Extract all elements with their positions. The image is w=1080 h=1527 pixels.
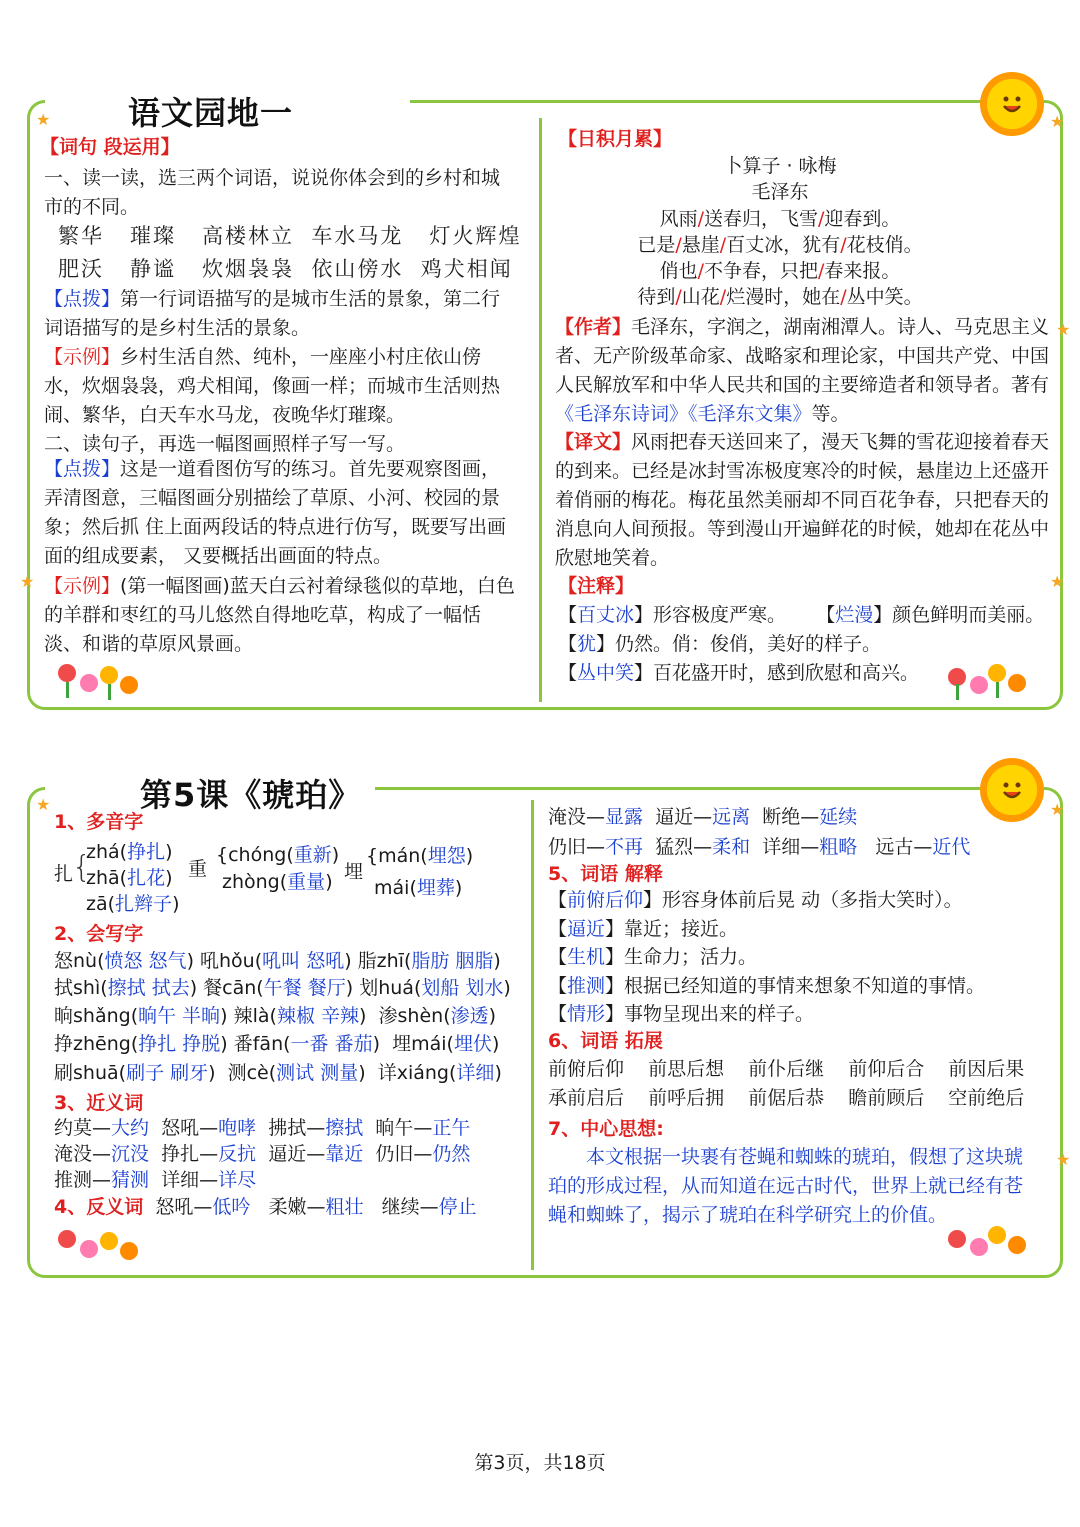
star-icon: ★ <box>1056 320 1071 339</box>
brace-zha: { <box>72 850 92 885</box>
poem-line-1: 风雨/送春归，飞雪/迎春到。 <box>659 208 901 230</box>
zuozhe: 【作者】毛泽东，字润之，湖南湘潭人。诗人、马克思主义 者、无产阶级革命家、战略家和理论家，中国共产党、中国人民解放军和中华人民共和国的主要缔造者和领导者。著有《毛泽东诗词》《毛泽东文集》等。 <box>555 316 1050 425</box>
jinyi-row-1: 约莫—大约 怒吼—咆哮 拂拭—擦拭 晌午—正午 <box>54 1117 471 1139</box>
star-icon: ★ <box>36 110 51 129</box>
jinyi-row-3: 推测—猜测 详细—详尽 <box>54 1169 257 1191</box>
page-number: 第3页，共18页 <box>474 1452 606 1474</box>
heading-huixiezi: 2、会写字 <box>54 923 144 945</box>
fanyi-row-1: 淹没—显露 逼近—远离 断绝—延续 <box>548 806 858 828</box>
heading-fanyici: 4、反义词 <box>54 1196 144 1218</box>
sun-icon <box>980 72 1044 136</box>
huixie-row-5: 刷shuā(刷子 刷牙) 测cè(测试 测量) 详xiáng(详细) <box>54 1062 502 1084</box>
poly-zha-2: zhā(扎花) <box>86 867 173 889</box>
column-divider <box>531 800 534 1270</box>
star-icon: ★ <box>1050 572 1065 591</box>
zhongxin-text: 本文根据一块裹有苍蝇和蜘蛛的琥珀，假想了这块琥珀的形成过程，从而知道在远古时代，世界上就已经有苍蝇和蜘蛛了，揭示了琥珀在科学研究上的价值。 <box>548 1146 1024 1226</box>
poem-title: 卜算子 · 咏梅 <box>723 155 837 177</box>
poly-zha-3: zā(扎辫子) <box>86 893 180 915</box>
jieshi-1: 【前俯后仰】形容身体前后晃 动（多指大笑时）。 <box>548 889 963 911</box>
poly-zhong-2: zhòng(重量) <box>222 871 333 893</box>
fanyi-row-0: 4、反义词 怒吼—低吟 柔嫩—粗壮 继续—停止 <box>54 1196 477 1218</box>
poly-zhong-1: {chóng(重新) <box>216 844 340 866</box>
jieshi-5: 【情形】事物呈现出来的样子。 <box>548 1003 815 1025</box>
heading-zhongxin: 7、中心思想: <box>548 1118 664 1140</box>
tuozhan-row-2: 承前启后 前呼后拥 前倨后恭 瞻前顾后 空前绝后 <box>548 1087 1025 1109</box>
tag-zhushi: 【注释】 <box>558 575 635 597</box>
dianbo-1: 【点拨】第一行词语描写的是城市生活的景象，第二行词语描写的是乡村生活的景象。 <box>44 288 501 339</box>
word-row-1: 繁华 璀璨 高楼林立 车水马龙 灯火辉煌 <box>58 224 522 248</box>
tag-riji: 【日积月累】 <box>558 128 673 150</box>
question-1: 一、读一读，选三两个词语，说说你体会到的乡村和城市的不同。 <box>44 167 501 218</box>
heading-tuozhan: 6、词语 拓展 <box>548 1030 663 1052</box>
huixie-row-2: 拭shì(擦拭 拭去) 餐cān(午餐 餐厅) 划huá(划船 划水) <box>54 977 511 999</box>
star-icon: ★ <box>1050 112 1065 131</box>
huixie-row-1: 怒nù(愤怒 怒气) 吼hǒu(吼叫 怒吼) 脂zhī(脂肪 胭脂) <box>54 950 501 972</box>
poly-char-zha: 扎 <box>54 863 74 885</box>
tag-ciju: 【词句 段运用】 <box>40 136 180 158</box>
column-divider <box>539 118 542 702</box>
note-row-3: 【丛中笑】百花盛开时，感到欣慰和高兴。 <box>558 662 920 684</box>
huixie-row-4: 挣zhēng(挣扎 挣脱) 番fān(一番 番茄) 埋mái(埋伏) <box>54 1033 500 1055</box>
jieshi-4: 【推测】根据已经知道的事情来想象不知道的事情。 <box>548 975 986 997</box>
shili-2: 【示例】(第一幅图画)蓝天白云衬着绿毯似的草地，白色的羊群和枣红的马儿悠然自得地吃草，构成了一幅恬淡、和谐的草原风景画。 <box>44 575 515 655</box>
flowers-icon <box>948 660 1028 704</box>
flowers-icon <box>58 1226 138 1270</box>
huixie-row-3: 晌shǎng(晌午 半晌) 辣là(辣椒 辛辣) 渗shèn(渗透) <box>54 1005 497 1027</box>
heading-jinyici: 3、近义词 <box>54 1092 144 1114</box>
star-icon: ★ <box>36 795 51 814</box>
poem-line-4: 待到/山花/烂漫时，她在/丛中笑。 <box>637 286 923 308</box>
yiwen: 【译文】风雨把春天送回来了，漫天飞舞的雪花迎接着春天的到来。已经是冰封雪冻极度寒冷的时候，悬崖边上还盛开着俏丽的梅花。梅花虽然美丽却不同百花争春，只把春天的消息向人间预报。等到漫山开遍鲜花的时候，她却在花丛中欣慰地笑着。 <box>555 431 1050 569</box>
poly-char-mai: 埋 <box>344 861 364 883</box>
poly-char-zhong: 重 <box>188 858 208 880</box>
section-title-hupo: 第5课《琥珀》 <box>140 776 362 814</box>
question-2: 二、读句子，再选一幅图画照样子写一写。 <box>44 433 406 455</box>
jieshi-3: 【生机】生命力；活力。 <box>548 946 758 968</box>
star-icon: ★ <box>1056 1150 1071 1169</box>
fanyi-row-2: 仍旧—不再 猛烈—柔和 详细—粗略 远古—近代 <box>548 836 971 858</box>
heading-jieshi: 5、词语 解释 <box>548 863 663 885</box>
note-row-1: 【百丈冰】形容极度严寒。 【烂漫】颜色鲜明而美丽。 <box>558 604 1045 626</box>
poem-line-2: 已是/悬崖/百丈冰，犹有/花枝俏。 <box>637 234 923 256</box>
note-row-2: 【犹】仍然。俏：俊俏，美好的样子。 <box>558 633 882 655</box>
dianbo-2: 【点拨】这是一道看图仿写的练习。首先要观察图画，弄清图意，三幅图画分别描绘了草原、小河、校园的景象；然后抓 住上面两段话的特点进行仿写，既要写出画面的组成要素， 又要概括出画面的特点。 <box>44 458 507 567</box>
jinyi-row-2: 淹没—沉没 挣扎—反抗 逼近—靠近 仍旧—仍然 <box>54 1143 471 1165</box>
tuozhan-row-1: 前俯后仰 前思后想 前仆后继 前仰后合 前因后果 <box>548 1058 1025 1080</box>
heading-duoyinzi: 1、多音字 <box>54 811 144 833</box>
sun-icon <box>980 758 1044 822</box>
jieshi-2: 【逼近】靠近；接近。 <box>548 918 739 940</box>
section-title-yuwen: 语文园地一 <box>128 94 294 132</box>
poem-author: 毛泽东 <box>751 181 809 203</box>
shili-1: 【示例】乡村生活自然、纯朴，一座座小村庄依山傍水，炊烟袅袅，鸡犬相闻，像画一样；而城市生活则热闹、繁华，白天车水马龙，夜晚华灯璀璨。 <box>44 346 501 426</box>
poly-mai-2: mái(埋葬) <box>374 877 463 899</box>
flowers-icon <box>58 660 138 704</box>
star-icon: ★ <box>1050 800 1065 819</box>
flowers-icon <box>948 1222 1028 1266</box>
star-icon: ★ <box>20 572 35 591</box>
poly-mai-1: {mán(埋怨) <box>366 845 474 867</box>
poem-line-3: 俏也/不争春，只把/春来报。 <box>659 260 901 282</box>
word-row-2: 肥沃 静谧 炊烟袅袅 依山傍水 鸡犬相闻 <box>58 257 513 281</box>
poly-zha-1: zhá(挣扎) <box>86 841 173 863</box>
